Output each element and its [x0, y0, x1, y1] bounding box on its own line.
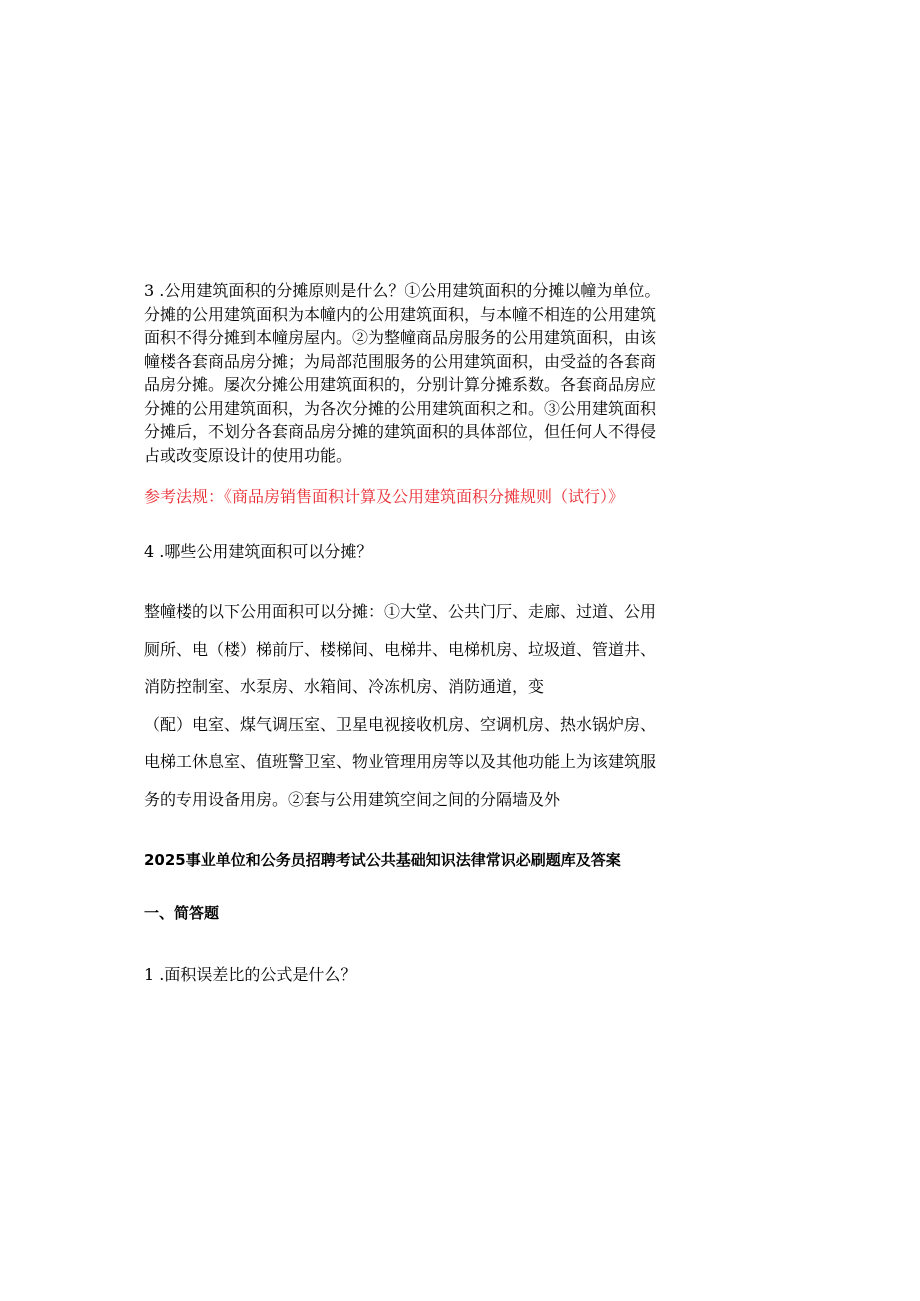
question-3-line: 分摊的公用建筑面积，为各次分摊的公用建筑面积之和。③公用建筑面积: [144, 398, 657, 418]
question-3-line: 分摊的公用建筑面积为本幢内的公用建筑面积，与本幢不相连的公用建筑: [144, 304, 657, 324]
answer-4-line: 整幢楼的以下公用面积可以分摊：①大堂、公共门厅、走廊、过道、公用: [144, 602, 657, 621]
question-3-line: 占或改变原设计的使用功能。: [144, 445, 353, 465]
answer-4-paragraph: [144, 593, 704, 818]
answer-4-line: 电梯工休息室、值班警卫室、物业管理用房等以及其他功能上为该建筑服: [144, 752, 657, 771]
question-3-line: 品房分摊。屡次分摊公用建筑面积的，分别计算分摊系数。各套商品房应: [144, 375, 657, 394]
document-title: 2025事业单位和公务员招聘考试公共基础知识法律常识必刷题库及答案: [144, 851, 621, 869]
question-3-line: 3 .公用建筑面积的分摊原则是什么？①公用建筑面积的分摊以幢为单位。: [144, 281, 661, 300]
answer-4-line: 务的专用设备用房。②套与公用建筑空间之间的分隔墙及外: [144, 789, 561, 809]
question-3-line: 分摊后，不划分各套商品房分摊的建筑面积的具体部位，但任何人不得侵: [144, 422, 657, 441]
question-3-line: 幢楼各套商品房分摊；为局部范围服务的公用建筑面积，由受益的各套商: [144, 351, 657, 371]
answer-4-line: （配）电室、煤气调压室、卫星电视接收机房、空调机房、热水锅炉房、: [144, 714, 657, 734]
reference-regulation: 参考法规：《商品房销售面积计算及公用建筑面积分摊规则（试行）》: [144, 487, 625, 506]
section-heading: 一、简答题: [144, 904, 220, 922]
question-3-paragraph: [144, 279, 704, 467]
question-4: 4 .哪些公用建筑面积可以分摊？: [144, 542, 373, 561]
question-3-line: 面积不得分摊到本幢房屋内。②为整幢商品房服务的公用建筑面积，由该: [144, 328, 657, 347]
question-1: 1 .面积误差比的公式是什么？: [144, 965, 357, 984]
answer-4-line: 消防控制室、水泵房、水箱间、冷冻机房、消防通道，变: [144, 677, 545, 696]
answer-4-line: 厕所、电（楼）梯前厅、楼梯间、电梯井、电梯机房、垃圾道、管道井、: [144, 639, 657, 659]
